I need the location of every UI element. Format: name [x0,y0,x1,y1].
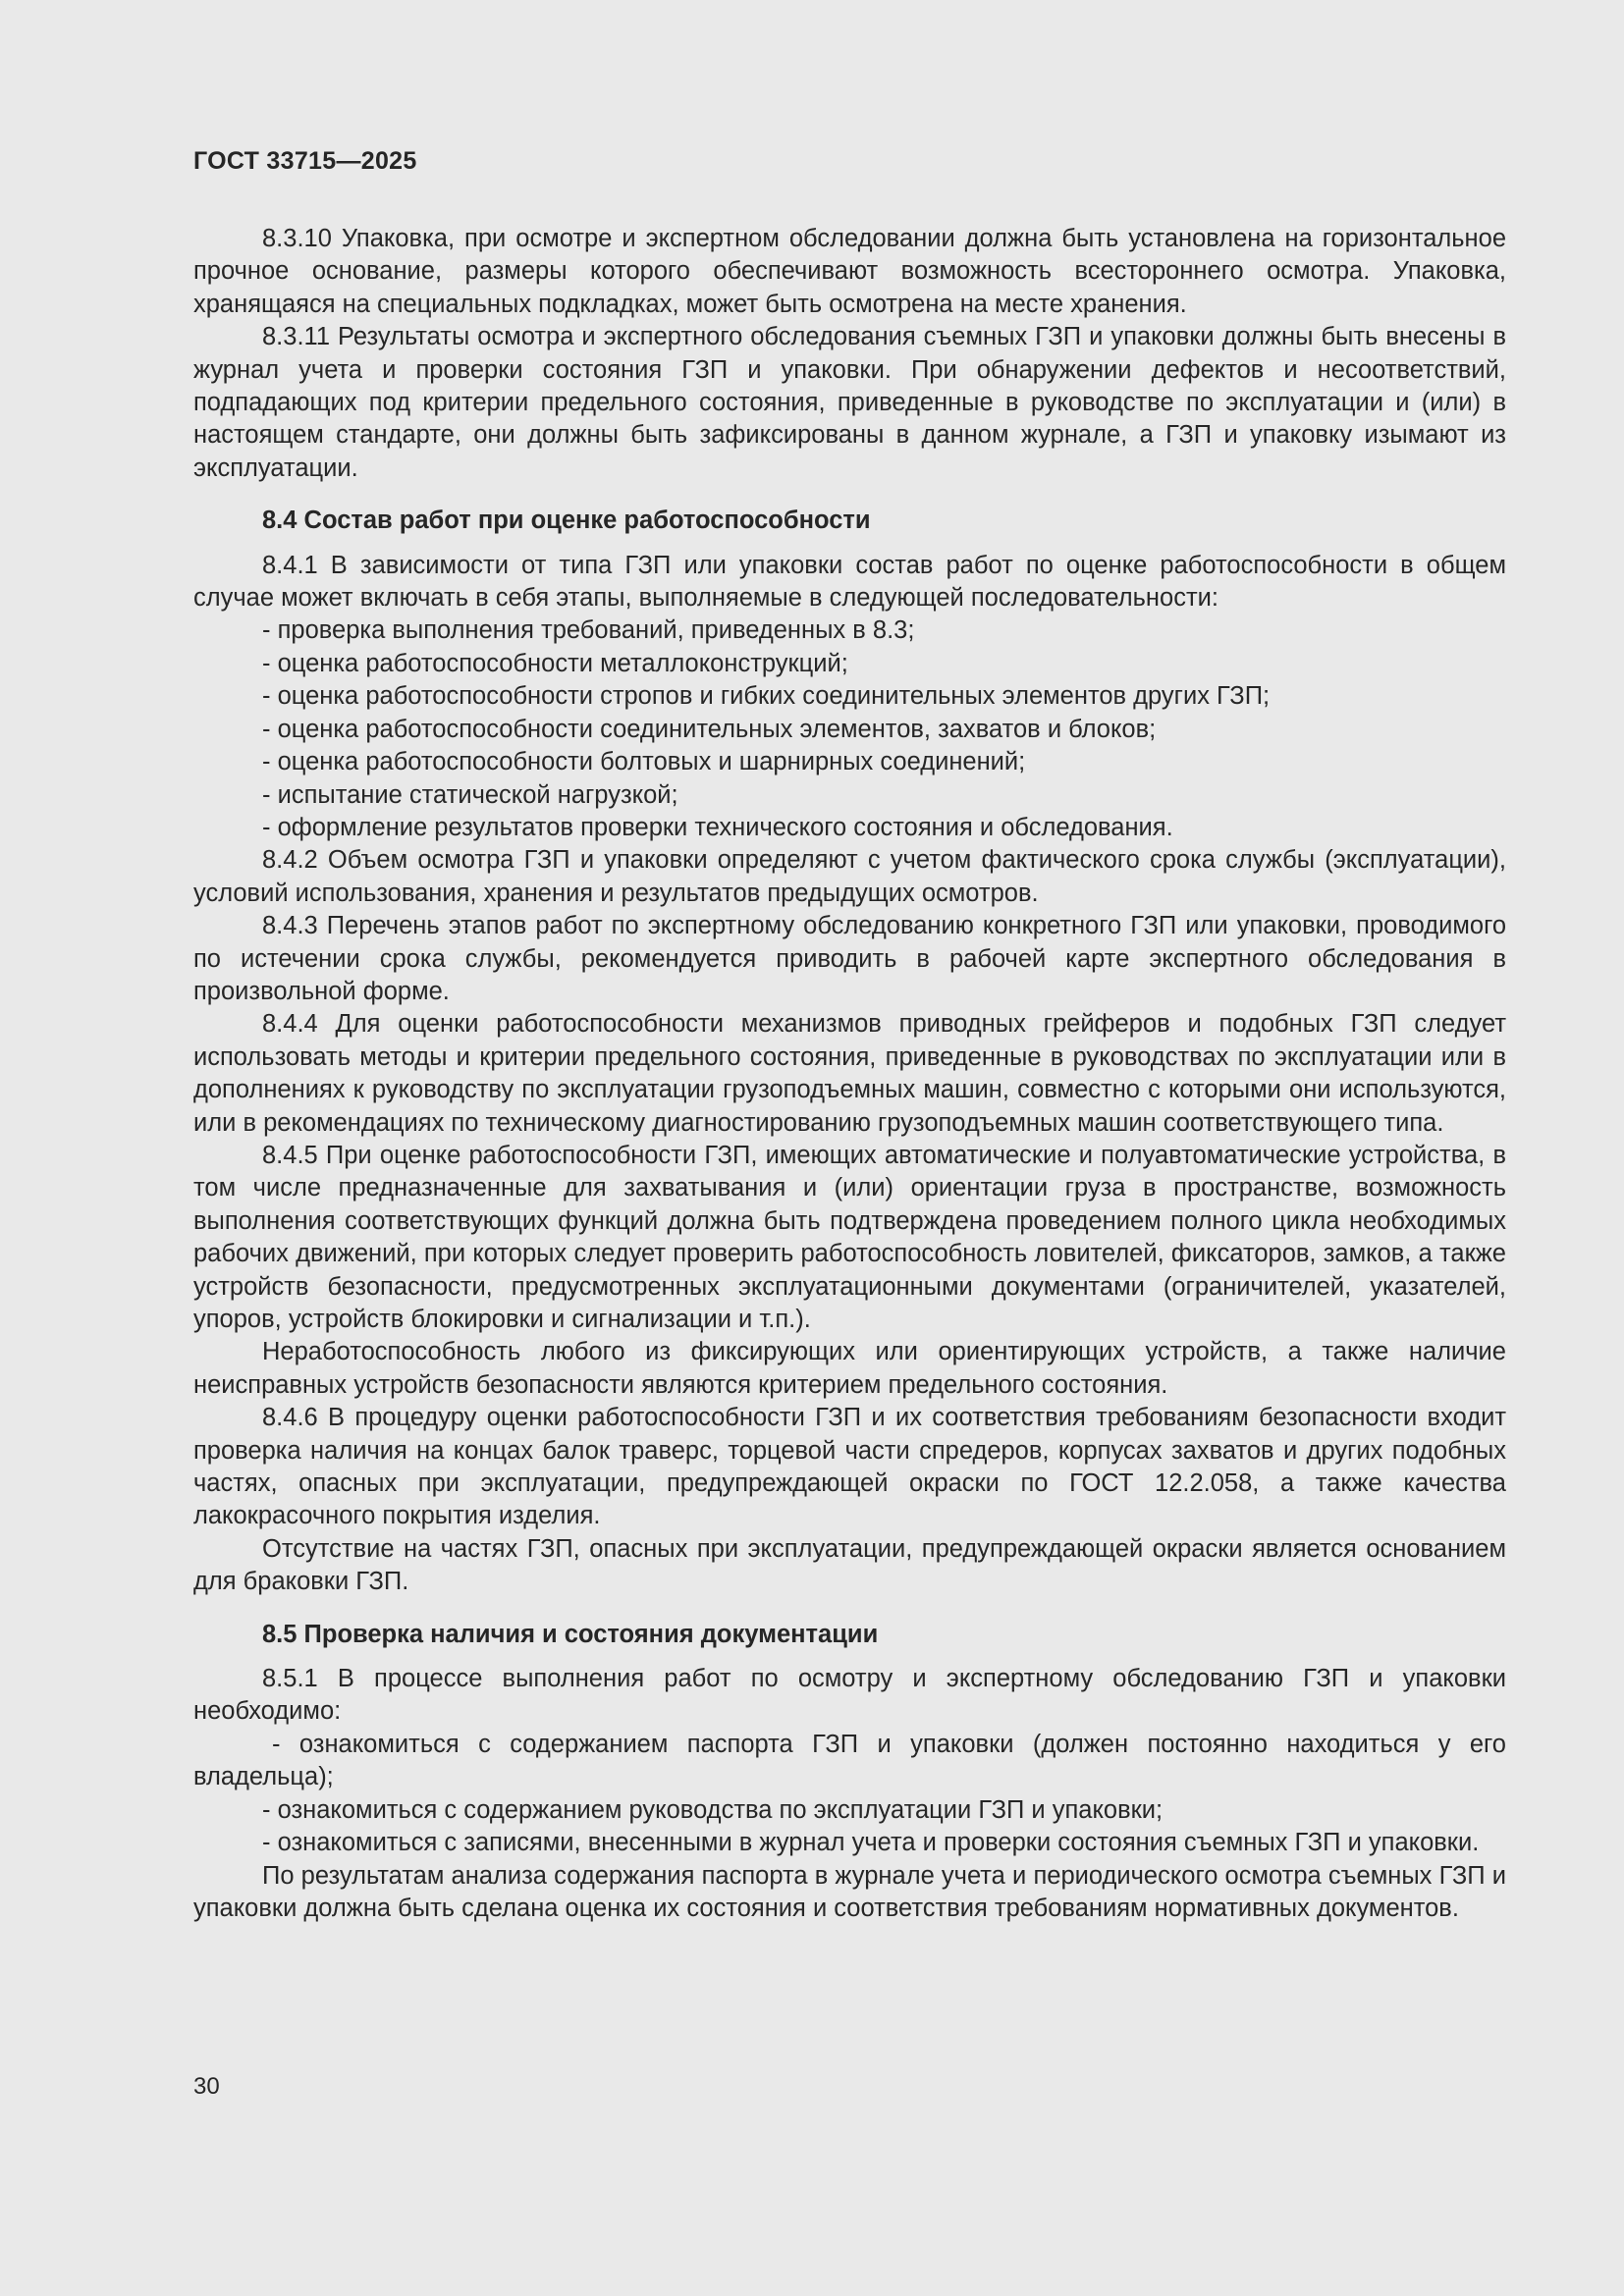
list-item: - ознакомиться с содержанием руководства по эксплуатации ГЗП и упаковки; [262,1795,1164,1824]
page-number: 30 [193,2073,220,2100]
list-item: - проверка выполнения требований, приведенных в 8.3; [262,616,915,645]
paragraph-8-5-closing: По результатам анализа содержания паспорта в журнале учета и периодического осмотра съемных ГЗП и упаковки должна быть сделана оценка их состояния и соответствия требованиям нормативных документов. [193,1861,1506,1922]
list-item: - ознакомиться с содержанием паспорта ГЗП и упаковки (должен постоянно находиться у его владельца); [193,1730,1506,1791]
paragraph-8-4-5-note: Неработоспособность любого из фиксирующих или ориентирующих устройств, а также наличие неисправных устройств безопасности являются критерием предельного состояния. [193,1338,1506,1399]
paragraph-8-4-2: 8.4.2 Объем осмотра ГЗП и упаковки определяют с учетом фактического срока службы (эксплуатации), условий использования, хранения и результатов предыдущих осмотров. [193,846,1506,907]
list-item: - испытание статической нагрузкой; [262,780,678,809]
paragraph-8-3-10: 8.3.10 Упаковка, при осмотре и экспертном обследовании должна быть установлена на горизонтальное прочное основание, размеры которого обеспечивают возможность всестороннего осмотра. Упаковка, хранящаяся на специальных подкладках, может быть осмотрена на месте хранения. [193,225,1506,318]
list-item: - оценка работоспособности соединительных элементов, захватов и блоков; [262,715,1157,743]
section-title-8-4: 8.4 Состав работ при оценке работоспособности [262,507,871,535]
paragraph-8-4-6: 8.4.6 В процедуру оценки работоспособности ГЗП и их соответствия требованиям безопасности входит проверка наличия на концах балок траверс, торцевой части спредеров, корпусах захватов и других подобных частях, опасных при эксплуатации, предупреждающей окраски по ГОСТ 12.2.058, а также качества лакокрасочного покрытия изделия. [193,1404,1506,1530]
paragraph-8-4-6-note: Отсутствие на частях ГЗП, опасных при эксплуатации, предупреждающей окраски является основанием для браковки ГЗП. [193,1534,1506,1596]
list-item: - оценка работоспособности болтовых и шарнирных соединений; [262,748,1026,776]
document-header: ГОСТ 33715—2025 [193,147,417,175]
document-body [193,223,1506,1925]
paragraph-8-4-4: 8.4.4 Для оценки работоспособности механизмов приводных грейферов и подобных ГЗП следует использовать методы и критерии предельного состояния, приведенные в руководствах по эксплуатации или в дополнениях к руководству по эксплуатации грузоподъемных машин, совместно с которыми они используются, или в рекомендациях по техническому диагностированию грузоподъемных машин соответствующего типа. [193,1010,1506,1137]
paragraph-8-5-1: 8.5.1 В процессе выполнения работ по осмотру и экспертному обследованию ГЗП и упаковки необходимо: [193,1665,1506,1726]
list-item: - оценка работоспособности стропов и гибких соединительных элементов других ГЗП; [262,682,1271,711]
paragraph-8-3-11: 8.3.11 Результаты осмотра и экспертного обследования съемных ГЗП и упаковки должны быть внесены в журнал учета и проверки состояния ГЗП и упаковки. При обнаружении дефектов и несоответствий, подпадающих под критерии предельного состояния, приведенные в руководстве по эксплуатации и (или) в настоящем стандарте, они должны быть зафиксированы в данном журнале, а ГЗП и упаковку изымают из эксплуатации. [193,323,1506,482]
paragraph-8-4-1: 8.4.1 В зависимости от типа ГЗП или упаковки состав работ по оценке работоспособности в общем случае может включать в себя этапы, выполняемые в следующей последовательности: [193,551,1506,613]
list-item: - оформление результатов проверки технического состояния и обследования. [262,813,1173,841]
paragraph-8-4-3: 8.4.3 Перечень этапов работ по экспертному обследованию конкретного ГЗП или упаковки, проводимого по истечении срока службы, рекомендуется приводить в рабочей карте экспертного обследования в произвольной форме. [193,912,1506,1005]
paragraph-8-4-5: 8.4.5 При оценке работоспособности ГЗП, имеющих автоматические и полуавтоматические устройства, в том числе предназначенные для захватывания и (или) ориентации груза в пространстве, возможность выполнения соответствующих функций должна быть подтверждена проведением полного цикла необходимых рабочих движений, при которых следует проверить работоспособность ловителей, фиксаторов, замков, а также устройств безопасности, предусмотренных эксплуатационными документами (ограничителей, указателей, упоров, устройств блокировки и сигнализации и т.п.). [193,1141,1506,1333]
section-title-8-5: 8.5 Проверка наличия и состояния документации [262,1620,879,1648]
list-item: - оценка работоспособности металлоконструкций; [262,649,848,677]
list-item: - ознакомиться с записями, внесенными в журнал учета и проверки состояния съемных ГЗП и упаковки. [262,1829,1480,1857]
